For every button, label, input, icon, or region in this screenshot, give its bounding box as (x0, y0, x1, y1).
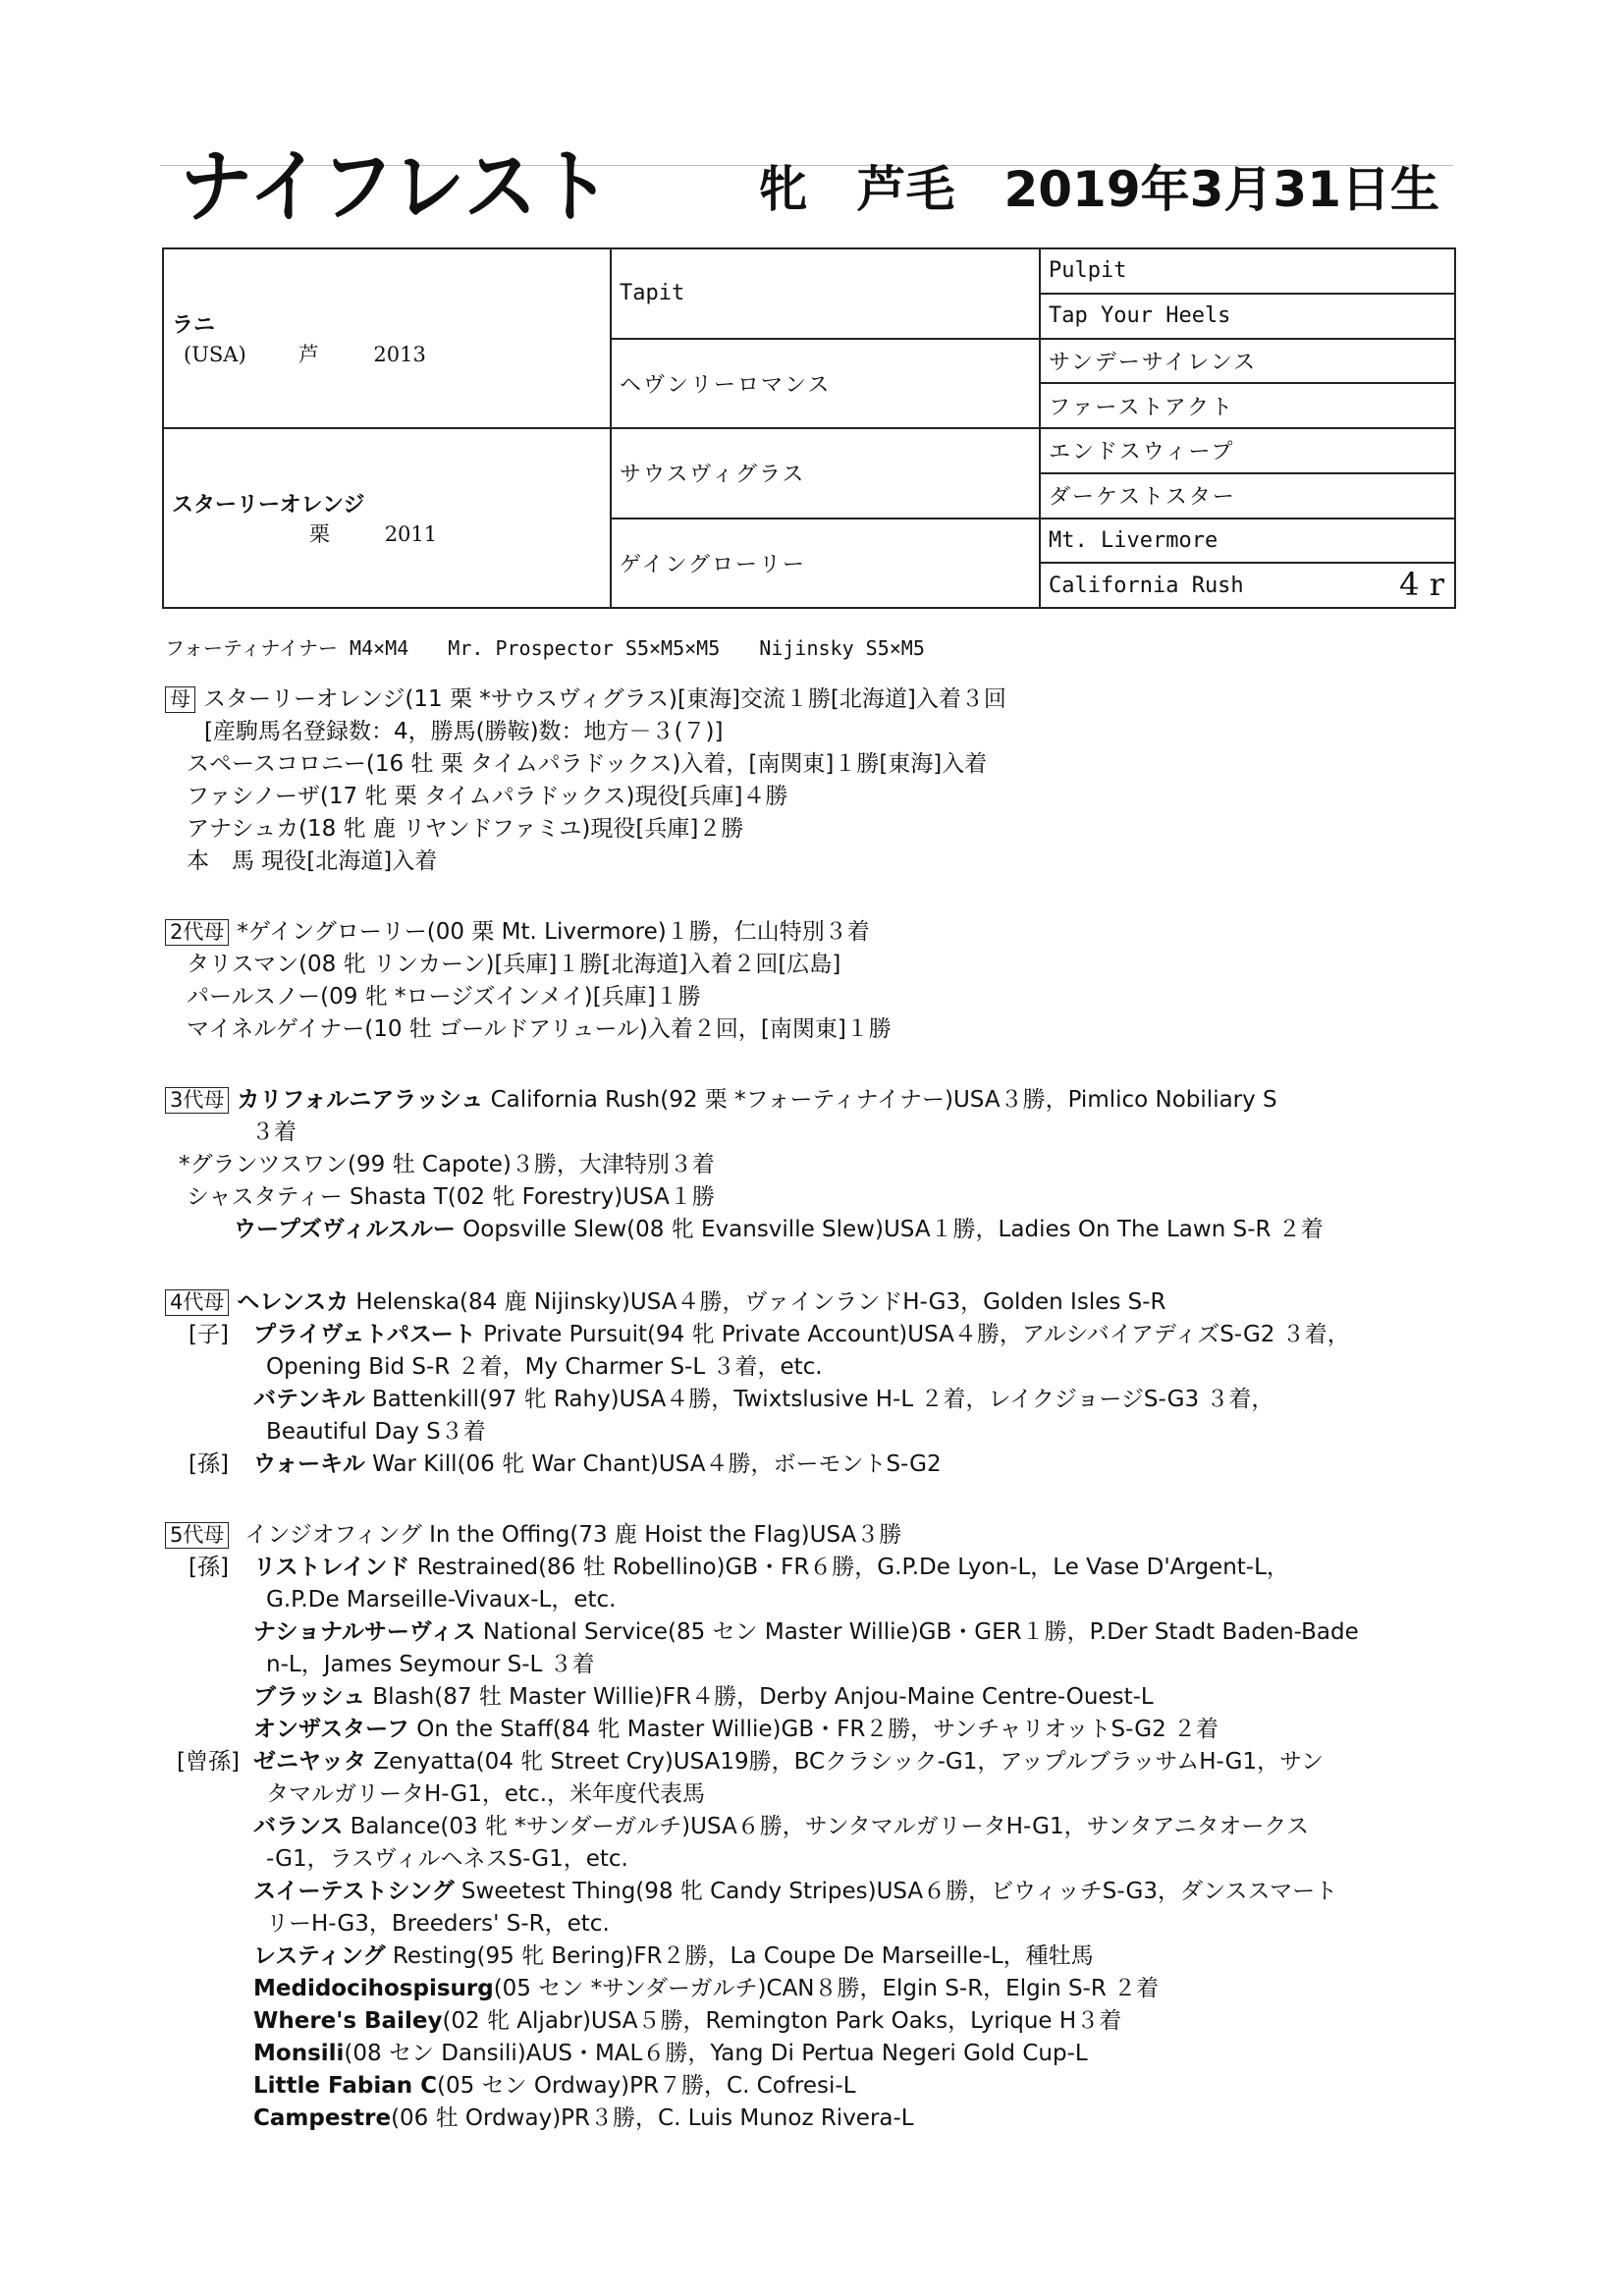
section-gen3 (165, 1084, 1324, 1246)
pedigree-badge: 4 r (1399, 566, 1444, 604)
gen5-line-18-name: Little Fabian C (253, 2073, 438, 2099)
gen5-line-11: -G1，ラスヴィルヘネスS-G1，etc. (266, 1846, 628, 1872)
dam-cell (163, 428, 611, 608)
label-dam: 母 (165, 686, 195, 713)
pedigree-table (162, 247, 1456, 609)
sire-sire: Tapit (611, 248, 1040, 339)
dam-year: 2011 (384, 522, 438, 546)
gen4-tag-grandchild: [孫] (189, 1451, 229, 1477)
gen5-line-7-text: On the Staff(84 牝 Master Willie)GB・FR２勝，サンチャリオットS-G2 ２着 (408, 1717, 1219, 1742)
dam-dam: ゲイングローリー (611, 519, 1040, 609)
gen5-line-18-text: (05 セン Ordway)PR７勝，C. Cofresi-L (437, 2073, 856, 2099)
sire-year: 2013 (373, 343, 426, 366)
gen5-line-9: タマルガリータH-G1，etc.，米年度代表馬 (266, 1781, 706, 1807)
gen5-line-16-name: Where's Bailey (253, 2008, 443, 2034)
horse-name: ナイフレスト (180, 140, 614, 234)
inbreeding-1: フォーティナイナー M4×M4 (165, 636, 409, 660)
gen5-line-1: インジオフィング In the Offing(73 鹿 Hoist the Flag)USA３勝 (244, 1522, 902, 1548)
dam-line-5: アナシュカ(18 牝 鹿 リヤンドファミユ)現役[兵庫]２勝 (187, 816, 744, 842)
dam-line-1: スターリーオレンジ(11 栗 *サウスヴィグラス)[東海]交流１勝[北海道]入着３回 (203, 686, 1006, 712)
gen4-line-2-name: プライヴェトパスート (253, 1322, 476, 1347)
gen3-line-4: シャスタティー Shasta T(02 牝 Forestry)USA１勝 (187, 1184, 715, 1210)
horse-sex-color-birthdate: 牝 芦毛 2019年3月31日生 (758, 161, 1439, 218)
label-gen3: 3代母 (165, 1087, 229, 1114)
gen5-line-14-name: レスティング (253, 1943, 386, 1969)
gen5-line-5: n-L，James Seymour S-L ３着 (266, 1652, 595, 1677)
gen4-line-6-text: War Kill(06 牝 War Chant)USA４勝，ボーモントS-G2 (364, 1451, 942, 1477)
gen3-line-3: *グランツスワン(99 牡 Capote)３勝，大津特別３着 (179, 1152, 715, 1177)
gen5-line-19-text: (06 牡 Ordway)PR３勝，C. Luis Munoz Rivera-L (391, 2105, 914, 2131)
dam-color: 栗 (309, 522, 330, 546)
gen2-line-4: マイネルゲイナー(10 牡 ゴールドアリュール)入着２回，[南関東]１勝 (187, 1016, 892, 1042)
gen5-line-4-text: National Service(85 セン Master Willie)GB・GER１勝，P.Der Stadt Baden-Bade (475, 1619, 1359, 1645)
inbreeding-3: Nijinsky S5×M5 (759, 636, 925, 660)
gen3-line-1-text: California Rush(92 栗 *フォーティナイナー)USA３勝，Pimlico Nobiliary S (483, 1087, 1277, 1113)
gen3-6: ダーケストスター (1040, 473, 1455, 519)
gen5-line-19-name: Campestre (253, 2105, 392, 2131)
gen4-line-4-name: バテンキル (253, 1387, 365, 1412)
gen5-line-15-name: Medidocihospisurg (253, 1976, 494, 2001)
gen5-line-3: G.P.De Marseille-Vivaux-L，etc. (266, 1587, 617, 1613)
gen5-line-17-text: (08 セン Dansili)AUS・MAL６勝，Yang Di Pertua Negeri Gold Cup-L (344, 2041, 1088, 2066)
gen5-line-12-name: スイーテストシング (253, 1879, 455, 1904)
gen5-tag-grandchild: [孫] (189, 1555, 229, 1580)
dam-line-3: スペースコロニー(16 牡 栗 タイムパラドックス)入着，[南関東]１勝[東海]入着 (187, 751, 988, 777)
section-gen2 (165, 916, 892, 1046)
inbreeding-line (165, 632, 952, 661)
gen4-line-2-text: Private Pursuit(94 牝 Private Account)USA４勝，アルシバイアディズS-G2 ３着， (475, 1322, 1350, 1347)
gen3-8-name: California Rush (1049, 573, 1244, 598)
label-gen4: 4代母 (165, 1289, 229, 1316)
gen4-line-1-name: ヘレンスカ (237, 1289, 350, 1315)
section-gen5 (165, 1519, 1359, 2135)
gen5-line-6-text: Blash(87 牡 Master Willie)FR４勝，Derby Anjou-Maine Centre-Ouest-L (365, 1684, 1154, 1710)
gen4-line-5: Beautiful Day S３着 (266, 1419, 486, 1445)
gen3-1: Pulpit (1040, 248, 1455, 294)
gen5-line-4-name: ナショナルサーヴィス (253, 1619, 476, 1645)
gen5-line-17-name: Monsili (253, 2041, 345, 2066)
gen4-line-4-text: Battenkill(97 牝 Rahy)USA４勝，Twixtslusive H-L ２着，レイクジョージS-G3 ３着， (364, 1387, 1274, 1412)
gen2-line-1: *ゲイングローリー(00 栗 Mt. Livermore)１勝，仁山特別３着 (237, 919, 870, 945)
gen5-line-6-name: ブラッシュ (253, 1684, 366, 1710)
gen5-line-14-text: Resting(95 牝 Bering)FR２勝，La Coupe De Marseille-L，種牡馬 (385, 1943, 1094, 1969)
gen5-line-8-name: ゼニヤッタ (253, 1749, 366, 1775)
gen5-line-12-text: Sweetest Thing(98 牝 Candy Stripes)USA６勝，ビウィッチS-G3，ダンススマート (454, 1879, 1338, 1904)
gen5-line-8-text: Zenyatta(04 牝 Street Cry)USA19勝，BCクラシック-G1，アップルブラッサムH-G1，サン (366, 1749, 1324, 1775)
gen3-line-2: ３着 (251, 1120, 297, 1145)
gen3-5: エンドスウィープ (1040, 428, 1455, 473)
gen4-tag-child: [子] (189, 1322, 229, 1347)
dam-name: スターリーオレンジ (172, 493, 365, 518)
gen3-4: ファーストアクト (1040, 383, 1455, 428)
gen4-line-1-text: Helenska(84 鹿 Nijinsky)USA４勝，ヴァインランドH-G3，Golden Isles S-R (349, 1289, 1166, 1315)
gen3-line-5-name: ウープズヴィルスルー (234, 1217, 456, 1242)
label-gen5: 5代母 (165, 1522, 229, 1549)
gen3-2: Tap Your Heels (1040, 294, 1455, 339)
sire-dam: ヘヴンリーロマンス (611, 339, 1040, 429)
gen5-line-10-name: バランス (253, 1814, 344, 1839)
dam-line-2: [産駒馬名登録数：4，勝馬(勝鞍)数：地方－３(７)] (204, 719, 724, 744)
gen5-line-10-text: Balance(03 牝 *サンダーガルチ)USA６勝，サンタマルガリータH-G1，サンタアニタオークス (343, 1814, 1310, 1839)
inbreeding-2: Mr. Prospector S5×M5×M5 (448, 636, 721, 660)
gen5-line-13: リーH-G3，Breeders' S-R，etc. (266, 1911, 610, 1937)
dam-line-6: 本 馬 現役[北海道]入着 (187, 848, 438, 874)
gen5-line-2-name: リストレインド (253, 1555, 410, 1580)
sire-name: ラニ (172, 313, 216, 338)
gen4-line-6-name: ウォーキル (253, 1451, 365, 1477)
dam-line-4: ファシノーザ(17 牝 栗 タイムパラドックス)現役[兵庫]４勝 (187, 784, 788, 809)
gen3-7: Mt. Livermore (1040, 519, 1455, 564)
gen5-tag-great-grandchild: [曾孫] (177, 1749, 240, 1775)
gen2-line-2: タリスマン(08 牝 リンカーン)[兵庫]１勝[北海道]入着２回[広島] (187, 952, 841, 977)
dam-sire: サウスヴィグラス (611, 428, 1040, 519)
gen5-line-7-name: オンザスターフ (253, 1717, 409, 1742)
sire-color: 芦 (298, 343, 319, 366)
gen5-line-15-text: (05 セン *サンダーガルチ)CAN８勝，Elgin S-R，Elgin S-R ２着 (493, 1976, 1160, 2001)
gen2-line-3: パールスノー(09 牝 *ロージズインメイ)[兵庫]１勝 (187, 984, 701, 1010)
gen5-line-16-text: (02 牝 Aljabr)USA５勝，Remington Park Oaks，Lyrique H３着 (442, 2008, 1122, 2034)
sire-origin: (USA) (184, 343, 246, 366)
label-gen2: 2代母 (165, 919, 229, 946)
gen3-3: サンデーサイレンス (1040, 339, 1455, 384)
gen4-line-3: Opening Bid S-R ２着，My Charmer S-L ３着，etc. (266, 1354, 823, 1380)
section-gen4 (165, 1286, 1350, 1481)
gen3-8 (1040, 563, 1455, 608)
gen3-line-5-text: Oopsville Slew(08 牝 Evansville Slew)USA１勝，Ladies On The Lawn S-R ２着 (455, 1217, 1324, 1242)
section-dam (165, 683, 1006, 878)
gen5-line-2-text: Restrained(86 牡 Robellino)GB・FR６勝，G.P.De Lyon-L，Le Vase D'Argent-L， (409, 1555, 1289, 1580)
gen3-line-1-name: カリフォルニアラッシュ (237, 1087, 484, 1113)
sire-cell (163, 248, 611, 428)
